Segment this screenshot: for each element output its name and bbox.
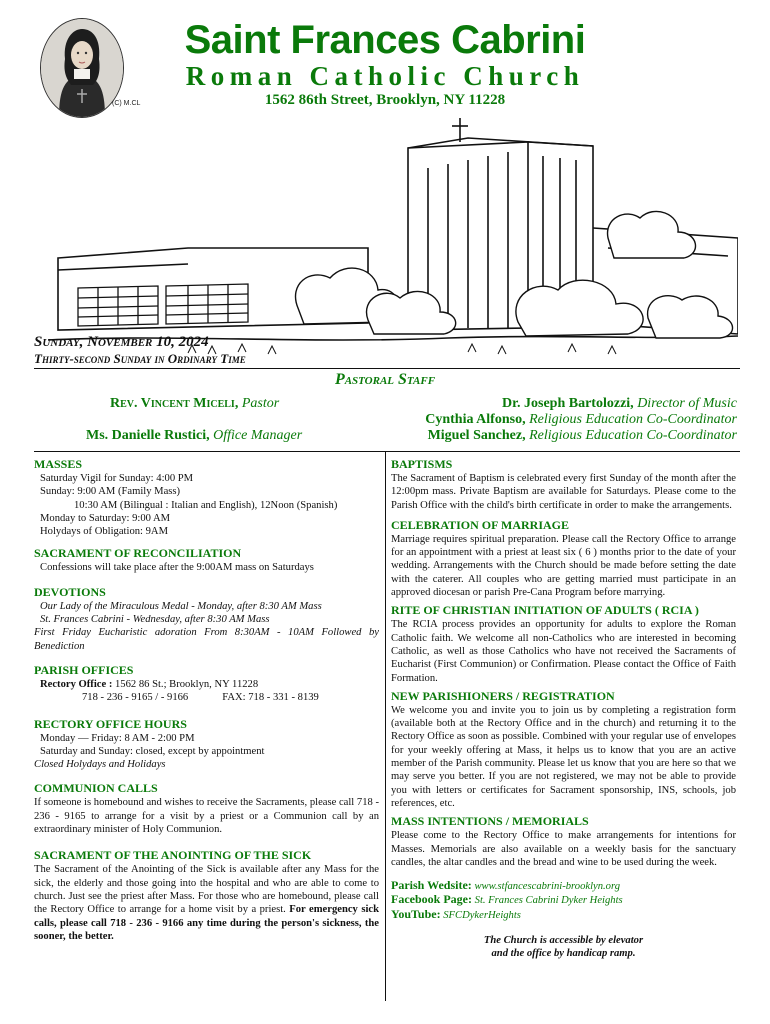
parish-offices-heading: PARISH OFFICES [34, 662, 134, 677]
portrait-credit: (C) M.CL [112, 100, 141, 107]
hours-line: Saturday and Sunday: closed, except by appointment [40, 745, 265, 757]
facebook-page [391, 893, 736, 907]
website-label: Parish Wedsite: [391, 878, 472, 893]
mass-line: Holydays of Obligation: 9AM [40, 526, 168, 538]
rcia-text: The RCIA process provides an opportunity for adults to explore the Roman Catholic faith. We welcome all non-Catholics who are interested in becoming Catholic, as well as those Catholics who have not received the Sacraments of Eucharist (First Communion) or Confirmation. Please contact the Office of Faith Formation. [391, 619, 736, 684]
divider [34, 368, 740, 369]
staff-name: Miguel Sanchez, [427, 428, 526, 443]
staff-role: Office Manager [213, 428, 303, 443]
bulletin-date: Sunday, November 10, 2024 [34, 334, 209, 350]
website-link[interactable]: www.stfancescabrini-brooklyn.org [474, 881, 620, 893]
left-column [34, 457, 379, 943]
communion-calls-heading: COMMUNION CALLS [34, 781, 158, 796]
staff-role: Director of Music [637, 396, 737, 411]
column-divider [385, 451, 386, 1001]
right-column [391, 457, 736, 961]
rectory-phones [34, 691, 379, 704]
mass-line: 10:30 AM (Bilingual : Italian and English), 12Noon (Spanish) [74, 499, 338, 511]
rectory-office-label: Rectory Office : [40, 678, 113, 690]
staff-music-director [357, 396, 737, 412]
staff-name: Cynthia Alfonso, [425, 412, 526, 427]
mass-line: Sunday: 9:00 AM (Family Mass) [40, 486, 181, 498]
rectory-office-street: 1562 86 St.; Brooklyn, NY 11228 [112, 678, 259, 690]
church-subtitle: Roman Catholic Church [185, 61, 585, 91]
new-parishioners-text: We welcome you and invite you to join us by completing a registration form (available both at the Rectory Office and in the church) and returning it to the Rectory Office as soon as possible. Combined with your regular use of envelopes for your weekly offering at Mass, it helps us to know that you are an active member of the Parish community. Please let us know that you are here so that we may serve you better. If you are not registered, we may not be able to provide you with letters or certificates for Sacrament sponsorship, INS, schools, job references, etc. [391, 704, 736, 809]
mass-line: Monday to Saturday: 9:00 AM [40, 512, 171, 524]
baptisms-heading: BAPTISMS [391, 457, 453, 471]
mass-intentions-heading: MASS INTENTIONS / MEMORIALS [391, 814, 589, 829]
hours-line: Monday — Friday: 8 AM - 2:00 PM [40, 732, 195, 744]
rectory-office-address [34, 678, 379, 691]
staff-name: Ms. Danielle Rustici, [86, 428, 210, 443]
rcia-heading: RITE OF CHRISTIAN INITIATION OF ADULTS ( RCIA ) [391, 603, 699, 618]
youtube-label: YouTube: [391, 906, 441, 921]
devotions-heading: DEVOTIONS [34, 584, 106, 599]
accessibility-note: and the office by handicap ramp. [491, 948, 636, 960]
communion-calls-text: If someone is homebound and wishes to receive the Sacraments, please call 718 - 236 - 9165 to arrange for a visit by a priest or a Communion call by an extraordinary minister of Holy Communion. [34, 797, 379, 836]
staff-re-coordinator-2 [357, 428, 737, 444]
baptisms-text: The Sacrament of Baptism is celebrated every first Sunday of the month after the 12:00pm mass. Private Baptism are available for Saturdays. Please come to the Parish Office with the child's birth certificate in order to make the arrangements. [391, 473, 736, 511]
mass-line: Saturday Vigil for Sunday: 4:00 PM [40, 473, 194, 484]
divider [34, 451, 740, 452]
hours-note: Closed Holydays and Holidays [34, 759, 166, 771]
staff-office-manager [86, 428, 302, 444]
anointing-body: The Sacrament of the Anointing of the Sick is available after any Mass for the sick, the elderly and those going into the hospital and who are able to come to church. Just see the priest after Mass. For those who are homebound, please call the Rectory Office to arrange for a home visit by a priest. [34, 864, 379, 916]
devotion-line: St. Frances Cabrini - Wednesday, after 8:30 AM Mass [40, 614, 270, 626]
youtube-channel [391, 908, 736, 922]
marriage-heading: CELEBRATION OF MARRIAGE [391, 517, 570, 532]
liturgical-day: Thirty-second Sunday in Ordinary Time [34, 351, 246, 366]
staff-re-coordinator-1 [357, 412, 737, 428]
accessibility-note: The Church is accessible by elevator [483, 935, 644, 947]
staff-role: Religious Education Co-Coordinator [529, 412, 737, 427]
phone-numbers: 718 - 236 - 9165 / - 9166 [82, 692, 189, 704]
reconciliation-heading: SACRAMENT OF RECONCILIATION [34, 546, 242, 561]
new-parishioners-heading: NEW PARISHIONERS / REGISTRATION [391, 688, 615, 703]
parish-website [391, 879, 736, 893]
anointing-text [34, 863, 379, 943]
marriage-text: Marriage requires spiritual preparation. Please call the Rectory Office to arrange for an appointment with a priest at least six ( 6 ) months prior to the date of your wedding. Arrangements with the Church should be made before setting the date with the caterer. All couples who are getting married must participate in an approved diocesan or parish Pre-Cana Program before marrying. [391, 533, 736, 599]
church-address: 1562 86th Street, Brooklyn, NY 11228 [264, 92, 506, 108]
reconciliation-text: Confessions will take place after the 9:00AM mass on Saturdays [40, 562, 314, 574]
facebook-label: Facebook Page: [391, 892, 472, 907]
rectory-hours-heading: RECTORY OFFICE HOURS [34, 716, 187, 731]
facebook-link[interactable]: St. Frances Cabrini Dyker Heights [474, 895, 623, 907]
staff-pastor [110, 396, 279, 412]
staff-role: Pastor [241, 396, 280, 411]
youtube-link[interactable]: SFCDykerHeights [443, 909, 521, 921]
pastoral-staff-title: Pastoral Staff [334, 371, 436, 388]
church-name: Saint Frances Cabrini [184, 18, 586, 62]
staff-role: Religious Education Co-Coordinator [529, 428, 737, 443]
anointing-heading: SACRAMENT OF THE ANOINTING OF THE SICK [34, 848, 312, 863]
masses-heading: MASSES [34, 457, 83, 471]
emergency-call-note: For emergency sick calls, please call 718 - 236 - 9166 any time during the person's sickness, the sooner, the better. [34, 904, 379, 942]
devotion-line: First Friday Eucharistic adoration From 8:30AM - 10AM Followed by Benediction [34, 627, 379, 652]
devotion-line: Our Lady of the Miraculous Medal - Monday, after 8:30 AM Mass [40, 600, 322, 612]
staff-name: Dr. Joseph Bartolozzi, [501, 396, 634, 411]
mass-intentions-text: Please come to the Rectory Office to make arrangements for intentions for Masses. Memorials are also available on a weekly basis for the sanctuary candles, the altar candles and the bread and wine to be used during the week. [391, 830, 736, 868]
staff-name: Rev. Vincent Miceli, [110, 396, 239, 411]
fax-number: FAX: 718 - 331 - 8139 [222, 692, 319, 704]
